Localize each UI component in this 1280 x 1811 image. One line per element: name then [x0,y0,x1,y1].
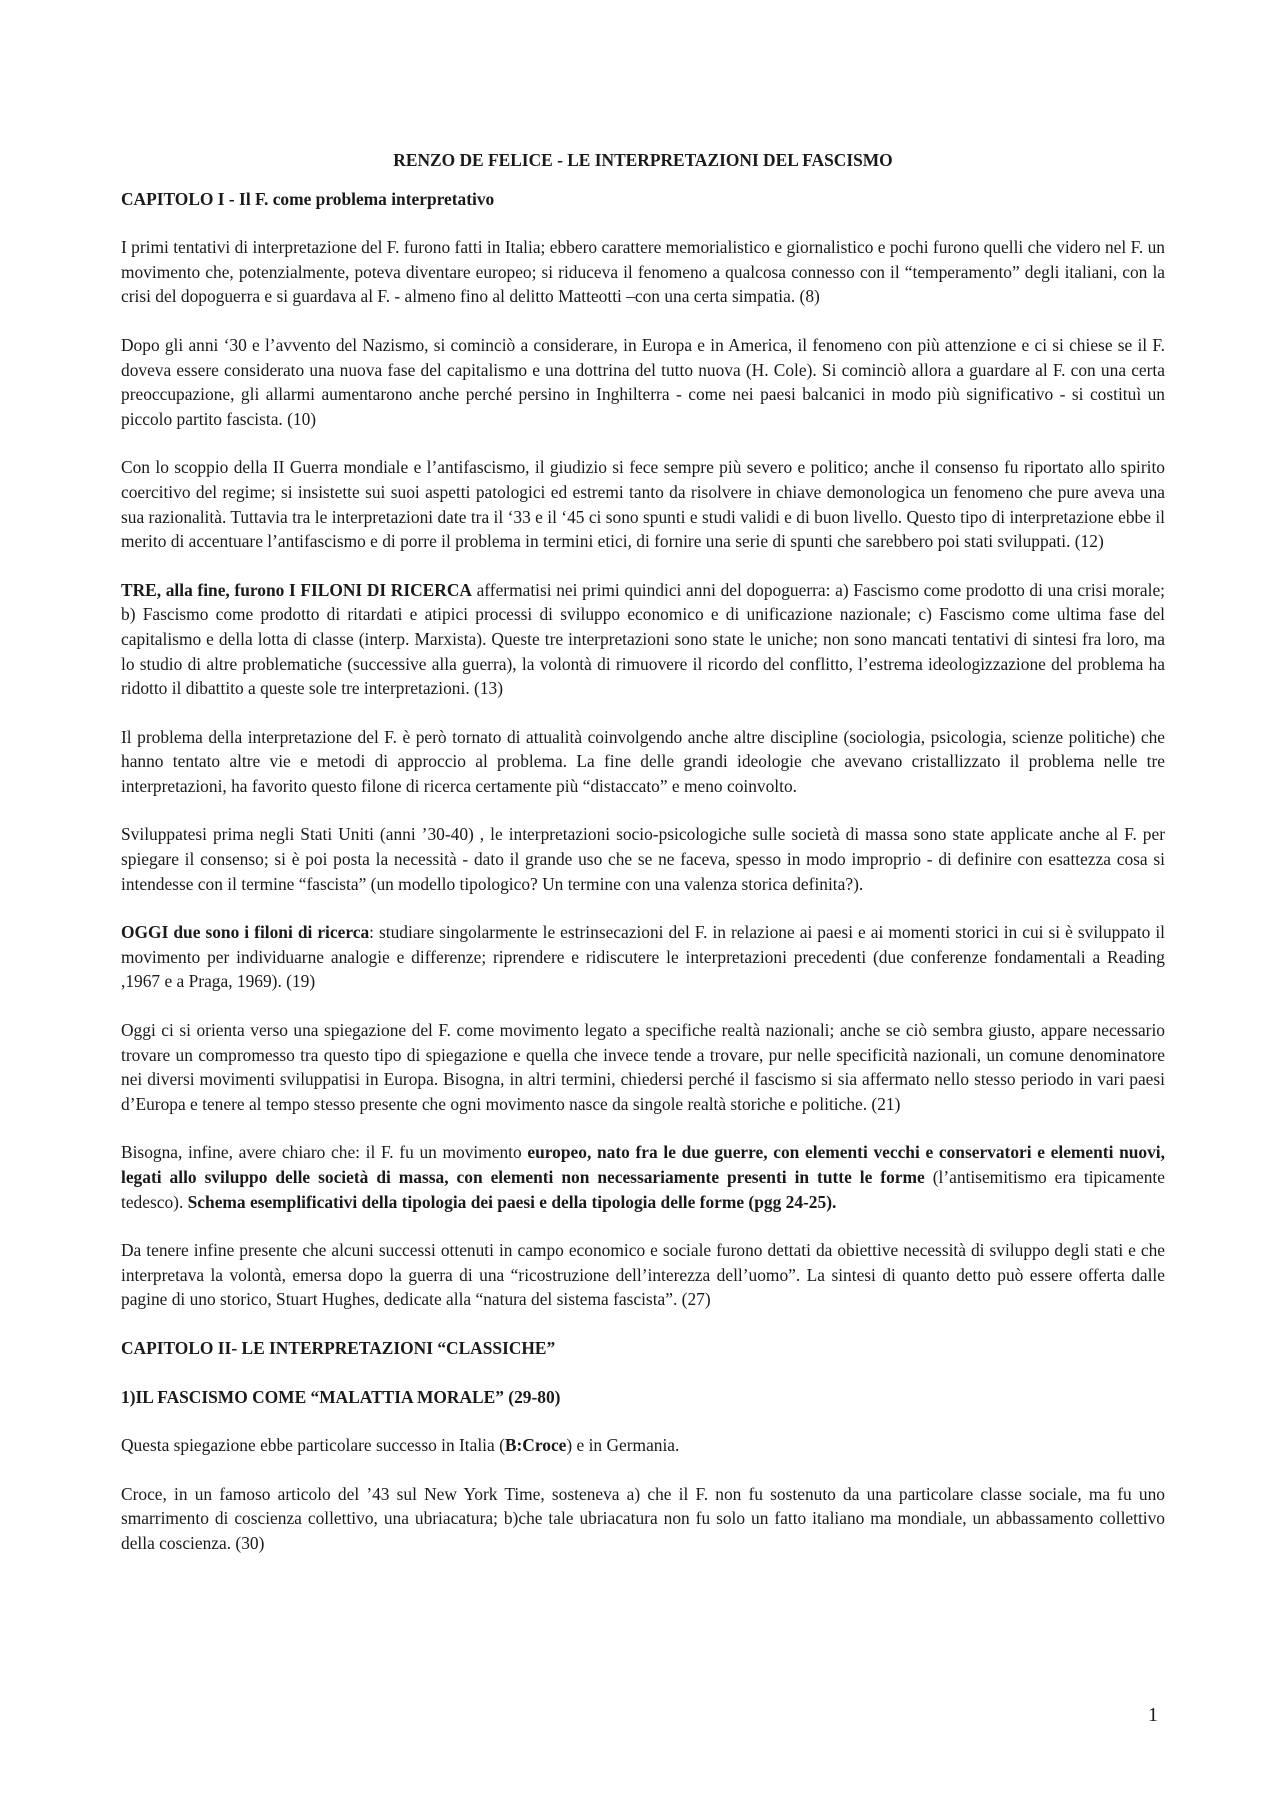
paragraph-11-end: ) e in Germania. [566,1435,680,1456]
paragraph-1: I primi tentativi di interpretazione del F. furono fatti in Italia; ebbero carattere memorialistico e giornalistico e pochi furono quelli che videro nel F. un movimento che, potenzialmente, poteva diventare europeo; si riduceva il fenomeno a qualcosa connesso con il “temperamento” degli italiani, con la crisi del dopoguerra e si guardava al F. - almeno fino al delitto Matteotti –con una certa simpatia. (8) [121,237,1165,307]
paragraph-9-start: Bisogna, infine, avere chiaro che: il F. fu un movimento [121,1142,528,1163]
chapter-1-heading: CAPITOLO I - Il F. come problema interpretativo [121,188,495,209]
paragraph-10: Da tenere infine presente che alcuni successi ottenuti in campo economico e sociale furono dettati da obiettive necessità di sviluppo degli stati e che interpretava la volontà, emersa dopo la guerra di una “ricostruzione dell’interezza dell’uomo”. La sintesi di quanto detto può essere offerta dalle pagine di uno storico, Stuart Hughes, dedicate alla “natura del sistema fascista”. (27) [121,1240,1165,1310]
page-number: 1 [1148,1704,1158,1726]
paragraph-3: Con lo scoppio della II Guerra mondiale e l’antifascismo, il giudizio si fece sempre più severo e politico; anche il consenso fu riportato allo spirito coercitivo del regime; si insistette sui suoi aspetti patologici ed estremi tanto da risolvere in chiave demonologica un fenomeno che pure aveva una sua razionalità. Tuttavia tra le interpretazioni date tra il ‘33 e il ‘45 ci sono spunti e studi validi e di buon livello. Questo tipo di interpretazione ebbe il merito di accentuare l’antifascismo e di porre il problema in termini etici, di fornire una serie di spunti che sarebbero poi stati sviluppati. (12) [121,457,1165,552]
paragraph-9-mid: (l’antisemitismo era tipicamente tedesco). [121,1167,1165,1212]
paragraph-2: Dopo gli anni ‘30 e l’avvento del Nazismo, si cominciò a considerare, in Europa e in America, il fenomeno con più attenzione e ci si chiese se il F. doveva essere considerato una nuova fase del capitalismo e una dottrina del tutto nuova (H. Cole). Si cominciò allora a guardare al F. con una certa preoccupazione, gli allarmi aumentarono anche perché persino in Inghilterra - come nei paesi balcanici in modo più significativo - si costituì un piccolo partito fascista. (10) [121,334,1165,429]
paragraph-7-text: : studiare singolarmente le estrinsecazioni del F. in relazione ai paesi e ai momenti storici in cui si è sviluppato il movimento per individuarne analogie e differenze; riprendere e ridiscutere le interpretazioni precedenti (due conferenze fondamentali a Reading ,1967 e a Praga, 1969). (19) [121,922,1165,992]
chapter-2-heading: CAPITOLO II- LE INTERPRETAZIONI “CLASSICHE” [121,1337,556,1358]
document-title: RENZO DE FELICE - LE INTERPRETAZIONI DEL FASCISMO [393,150,893,170]
paragraph-4 [121,578,1165,701]
paragraph-12: Croce, in un famoso articolo del ’43 sul New York Time, sosteneva a) che il F. non fu sostenuto da una particolare classe sociale, ma fu uno smarrimento di coscienza collettivo, una ubriacatura; b)che tale ubriacatura non fu solo un fatto italiano ma mondiale, un abbassamento collettivo della coscienza. (30) [121,1483,1165,1553]
paragraph-5: Il problema della interpretazione del F. è però tornato di attualità coinvolgendo anche altre discipline (sociologia, psicologia, scienze politiche) che hanno tentato altre vie e metodi di approccio al problema. La fine delle grandi ideologie che avevano cristallizzato il problema nelle tre interpretazioni, ha favorito questo filone di ricerca certamente più “distaccato” e meno coinvolto. [121,726,1165,796]
paragraph-8: Oggi ci si orienta verso una spiegazione del F. come movimento legato a specifiche realtà nazionali; anche se ciò sembra giusto, appare necessario trovare un compromesso tra questo tipo di spiegazione e quella che invece tende a trovare, pur nelle specificità nazionali, un comune denominatore nei diversi movimenti sviluppatisi in Europa. Bisogna, in altri termini, chiedersi perché il fascismo si sia affermato nello stesso periodo in vari paesi d’Europa e tenere al tempo stesso presente che ogni movimento nasce da singole realtà storiche e politiche. (21) [121,1020,1165,1114]
section-1-heading: 1)IL FASCISMO COME “MALATTIA MORALE” (29-80) [121,1386,561,1407]
paragraph-6: Sviluppatesi prima negli Stati Uniti (anni ’30-40) , le interpretazioni socio-psicologiche sulle società di massa sono state applicate anche al F. per spiegare il consenso; si è poi posta la necessità - dato il grande uso che se ne faceva, spesso in modo improprio - di definire con esattezza cosa si intendesse con il termine “fascista” (un modello tipologico? Un termine con una valenza storica definita?). [121,824,1165,894]
paragraph-11-start: Questa spiegazione ebbe particolare successo in Italia ( [121,1435,505,1456]
paragraph-7-bold: OGGI due sono i filoni di ricerca [121,922,370,943]
paragraph-11 [121,1433,1165,1458]
paragraph-9-bold-1: europeo, nato fra le due guerre, con elementi vecchi e conservatori e elementi nuovi, legati allo sviluppo delle società di massa, con elementi non necessariamente presenti in tutte le forme [121,1142,1165,1187]
paragraph-9-bold-2: Schema esemplificativi della tipologia dei paesi e della tipologia delle forme (pgg 24-25). [187,1191,837,1212]
paragraph-9 [121,1140,1165,1214]
paragraph-4-bold: TRE, alla fine, furono I FILONI DI RICERCA [121,579,472,600]
document-page [121,148,1165,1580]
paragraph-7 [121,920,1165,994]
paragraph-11-bold: B:Croce [504,1435,567,1456]
paragraph-4-text: affermatisi nei primi quindici anni del dopoguerra: a) Fascismo come prodotto di una crisi morale; b) Fascismo come prodotto di ritardati e atipici processi di sviluppo economico e di unificazione nazionale; c) Fascismo come ultima fase del capitalismo e della lotta di classe (interp. Marxista). Queste tre interpretazioni sono state le uniche; non sono mancati tentativi di sintesi fra loro, ma lo studio di altre problematiche (successive alla guerra), la volontà di rimuovere il ricordo del conflitto, l’estrema ideologizzazione del problema ha ridotto il dibattito a queste sole tre interpretazioni. (13) [121,579,1166,699]
